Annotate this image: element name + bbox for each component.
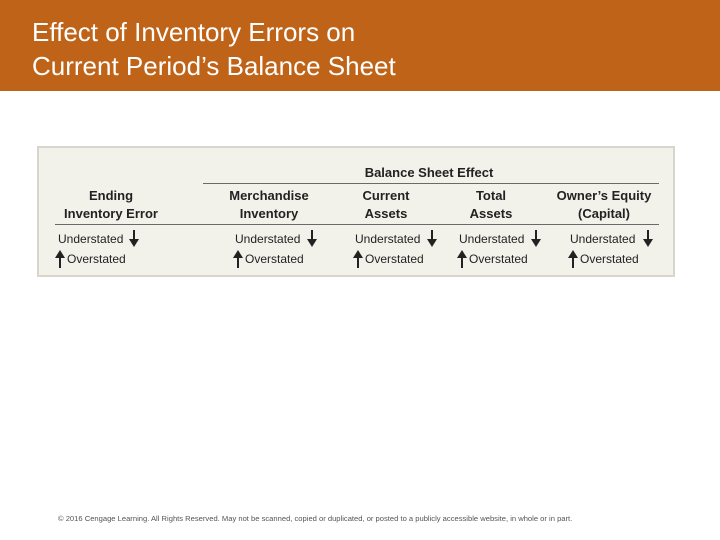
col-header-line: (Capital) [578,206,630,221]
col-header-line: Owner’s Equity [556,188,652,203]
cell-understated: Understated [355,232,421,246]
col-header-line: Inventory Error [64,206,158,221]
cell-overstated: Overstated [580,252,639,266]
cell-overstated: Overstated [469,252,528,266]
arrow-down-icon [427,230,437,248]
group-header-rule [203,183,659,184]
arrow-up-icon [55,250,65,268]
group-header-balance-sheet-effect: Balance Sheet Effect [364,165,494,180]
cell-understated: Understated [570,232,636,246]
cell-understated: Understated [235,232,301,246]
cell-understated: Understated [459,232,525,246]
col-header-current-assets [336,187,436,223]
cell-understated: Understated [58,232,124,246]
arrow-up-icon [568,250,578,268]
col-header-line: Total [475,188,507,203]
header-rule [55,224,659,225]
copyright-footer: © 2016 Cengage Learning. All Rights Reserved. May not be scanned, copied or duplicated, or posted to a publicly accessible website, in whole or in part. [58,514,573,523]
cell-overstated: Overstated [365,252,424,266]
arrow-down-icon [129,230,139,248]
arrow-up-icon [233,250,243,268]
slide-title-line-2: Current Period’s Balance Sheet [32,51,396,81]
col-header-owners-equity [539,187,669,223]
arrow-up-icon [457,250,467,268]
col-header-line: Assets [469,206,513,221]
col-header-total-assets [441,187,541,223]
cell-overstated: Overstated [245,252,304,266]
cell-overstated: Overstated [67,252,126,266]
col-header-line: Assets [364,206,408,221]
col-header-merchandise-inventory [209,187,329,223]
arrow-up-icon [353,250,363,268]
slide-title-line-1: Effect of Inventory Errors on [32,17,356,47]
title-bar [0,0,720,91]
col-header-line: Current [362,188,410,203]
col-header-line: Merchandise [229,188,309,203]
inventory-error-table [37,146,675,277]
col-header-line: Inventory [239,206,299,221]
arrow-down-icon [643,230,653,248]
col-header-ending-inventory-error [51,187,171,223]
arrow-down-icon [531,230,541,248]
arrow-down-icon [307,230,317,248]
col-header-line: Ending [88,188,134,203]
